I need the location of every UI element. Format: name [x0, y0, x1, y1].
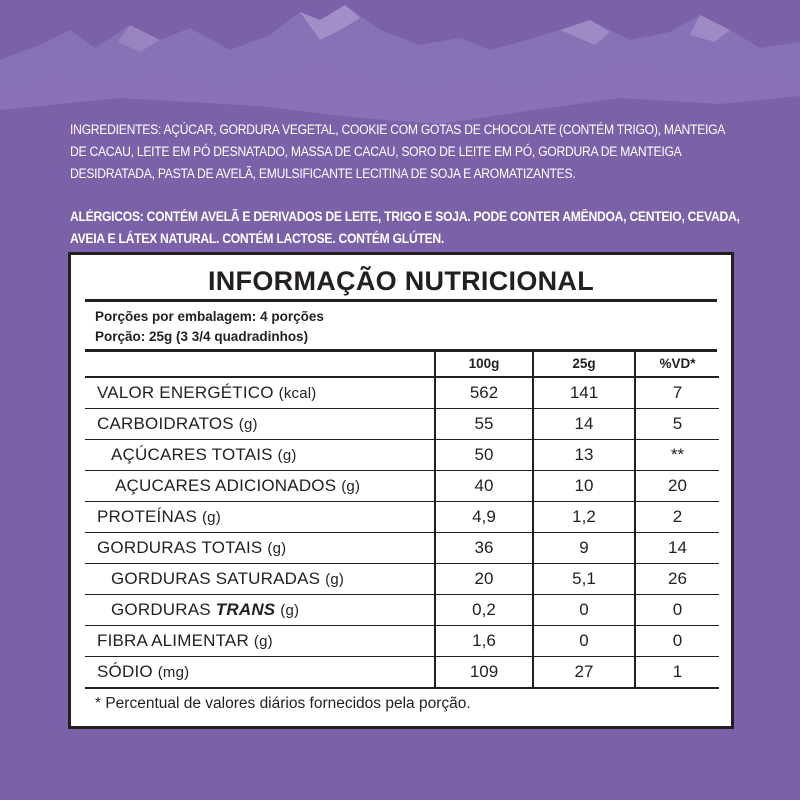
value-100g: 0,2 [435, 595, 533, 626]
table-row [85, 595, 719, 626]
nutrient-name: PROTEÍNAS (g) [85, 502, 435, 533]
table-row [85, 409, 719, 440]
nutrient-name: AÇÚCARES TOTAIS (g) [85, 440, 435, 471]
value-25g: 13 [533, 440, 635, 471]
table-row [85, 564, 719, 595]
nutrient-name: FIBRA ALIMENTAR (g) [85, 626, 435, 657]
value-100g: 55 [435, 409, 533, 440]
value-100g: 50 [435, 440, 533, 471]
value-100g: 36 [435, 533, 533, 564]
nutrition-facts-panel [68, 252, 734, 729]
table-row [85, 533, 719, 564]
nutrient-name: VALOR ENERGÉTICO (kcal) [85, 377, 435, 409]
nutrient-name: CARBOIDRATOS (g) [85, 409, 435, 440]
value-25g: 0 [533, 626, 635, 657]
table-row [85, 657, 719, 689]
value-100g: 1,6 [435, 626, 533, 657]
servings-per-package: Porções por embalagem: 4 porções [95, 309, 324, 324]
nutrient-name: AÇUCARES ADICIONADOS (g) [85, 471, 435, 502]
table-header-row [85, 351, 719, 377]
value-25g: 5,1 [533, 564, 635, 595]
nutrient-name: GORDURAS SATURADAS (g) [85, 564, 435, 595]
value-25g: 9 [533, 533, 635, 564]
footnote: * Percentual de valores diários fornecidos pela porção. [95, 695, 471, 712]
header-100g: 100g [435, 351, 533, 377]
value-100g: 562 [435, 377, 533, 409]
value-vd: 20 [635, 471, 719, 502]
nutrient-name: GORDURAS TOTAIS (g) [85, 533, 435, 564]
value-100g: 109 [435, 657, 533, 689]
table-row [85, 377, 719, 409]
value-vd: 7 [635, 377, 719, 409]
value-vd: 5 [635, 409, 719, 440]
value-vd: 1 [635, 657, 719, 689]
value-25g: 0 [533, 595, 635, 626]
nutrition-table [85, 351, 719, 689]
table-row [85, 626, 719, 657]
table-row [85, 502, 719, 533]
value-25g: 141 [533, 377, 635, 409]
nutrient-name: GORDURAS TRANS (g) [85, 595, 435, 626]
value-100g: 20 [435, 564, 533, 595]
value-vd: 2 [635, 502, 719, 533]
value-100g: 40 [435, 471, 533, 502]
value-25g: 10 [533, 471, 635, 502]
value-vd: 0 [635, 626, 719, 657]
mountain-background [0, 0, 800, 125]
nutrition-title: INFORMAÇÃO NUTRICIONAL [207, 266, 595, 296]
value-25g: 1,2 [533, 502, 635, 533]
header-vd: %VD* [635, 351, 719, 377]
serving-size: Porção: 25g (3 3/4 quadradinhos) [95, 329, 309, 344]
table-row [85, 471, 719, 502]
value-25g: 14 [533, 409, 635, 440]
table-row [85, 440, 719, 471]
value-vd: ** [635, 440, 719, 471]
value-25g: 27 [533, 657, 635, 689]
allergens-text: ALÉRGICOS: CONTÉM AVELÃ E DERIVADOS DE LEITE, TRIGO E SOJA. PODE CONTER AMÊNDOA, CENTEIO, CEVADA, AVEIA E LÁTEX NATURAL. CONTÉM LACTOSE. CONTÉM GLÚTEN. [70, 209, 740, 246]
ingredients-text: INGREDIENTES: AÇÚCAR, GORDURA VEGETAL, COOKIE COM GOTAS DE CHOCOLATE (CONTÉM TRIGO), MANTEIGA DE CACAU, LEITE EM PÓ DESNATADO, MASSA DE CACAU, SORO DE LEITE EM PÓ, GORDURA DE MANTEIGA DESIDRATADA, PASTA DE AVELÃ, EMULSIFICANTE LECITINA DE SOJA E AROMATIZANTES. [70, 122, 725, 181]
serving-info [95, 307, 324, 347]
header-nutrient [85, 351, 435, 377]
nutrient-name: SÓDIO (mg) [85, 657, 435, 689]
value-vd: 26 [635, 564, 719, 595]
header-25g: 25g [533, 351, 635, 377]
value-vd: 0 [635, 595, 719, 626]
value-vd: 14 [635, 533, 719, 564]
value-100g: 4,9 [435, 502, 533, 533]
title-divider [85, 299, 717, 302]
